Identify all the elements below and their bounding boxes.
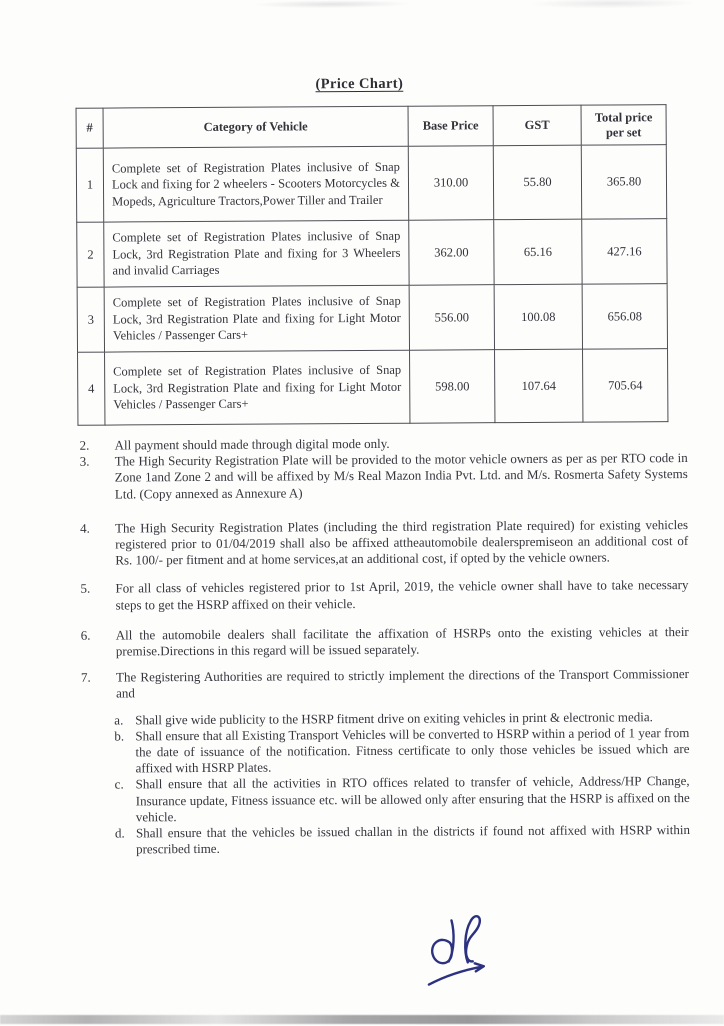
row-total: 427.16 <box>582 219 667 285</box>
header-gst: GST <box>493 105 581 146</box>
row-category: Complete set of Registration Plates inclusive of Snap Lock, 3rd Registration Plate and fixing for Light Motor Vehicles / Passenger Cars+ <box>104 285 409 352</box>
table-row <box>77 219 667 288</box>
page-title-text: (Price Chart) <box>315 75 404 93</box>
list-item-text: For all class of vehicles registered prior to 1st April, 2019, the vehicle owner shall have to take necessary steps to get the HSRP affixed on their vehicle. <box>115 577 689 613</box>
sublist-item <box>114 725 689 777</box>
row-gst: 65.16 <box>494 219 582 285</box>
row-category: Complete set of Registration Plates inclusive of Snap Lock, 3rd Registration Plate and fixing for 3 Wheelers and invalid Carriages <box>104 220 409 287</box>
list-item-number: 7. <box>80 669 91 685</box>
list-item-number: 6. <box>80 627 91 643</box>
row-number: 4 <box>78 352 105 425</box>
sublist-item-letter: c. <box>114 776 124 792</box>
scanner-edge-shadow <box>0 1015 724 1024</box>
list-item-text: All the automobile dealers shall facilitate the affixation of HSRPs onto the existing vehicles at their premise.Directions in this regard will be issued separately. <box>115 623 689 659</box>
header-index: # <box>76 108 103 148</box>
row-base-price: 362.00 <box>409 220 494 286</box>
table-row <box>78 349 668 426</box>
sublist-item <box>115 773 690 825</box>
list-item-number: 2. <box>79 437 90 453</box>
header-total-price: Total price per set <box>581 105 666 146</box>
row-gst: 107.64 <box>495 349 583 423</box>
row-total: 705.64 <box>583 349 668 423</box>
row-gst: 100.08 <box>494 284 582 350</box>
signature-icon <box>421 902 500 994</box>
sublist-item-letter: b. <box>114 728 125 744</box>
row-category: Complete set of Registration Plates inclusive of Snap Lock, 3rd Registration Plate and fixing for Light Motor Vehicles / Passenger Cars+ <box>105 350 410 425</box>
list-item <box>80 450 688 502</box>
row-number: 2 <box>77 222 104 287</box>
sublist-item-text: Shall ensure that all Existing Transport Vehicles will be converted to HSRP within a period of 1 year from the date of issuance of the notification. Fitness certificate to only those vehicles be issued which are affixed with HSRP Plates. <box>135 724 690 776</box>
scan-smudge <box>527 0 697 9</box>
list-item-text: The High Security Registration Plates (including the third registration Plate required) for existing vehicles registered prior to 01/04/2019 shall also be affixed attheautomobile dealerspremiseon an additional cost of Rs. 100/- per fitment and at home services,at an additional cost, if opted by the vehicle owners. <box>115 516 689 568</box>
row-base-price: 598.00 <box>410 350 495 424</box>
table-row <box>77 284 667 353</box>
header-category: Category of Vehicle <box>103 106 408 148</box>
list-item <box>80 517 688 569</box>
list-item-text: The Registering Authorities are required to strictly implement the directions of the Transport Commissioner and <box>115 666 690 701</box>
row-number: 1 <box>76 148 103 222</box>
sublist-item-text: Shall ensure that all the activities in RTO offices related to transfer of vehicle, Address/HP Change, Insurance update, Fitness issuance etc. will be allowed only after ensuring that the HSRP is affixed on the vehicle. <box>135 773 690 825</box>
table-row <box>76 145 666 223</box>
numbered-list <box>80 434 691 858</box>
page-title <box>0 74 721 95</box>
list-item-text: The High Security Registration Plate will be provided to the motor vehicle owners as per as per RTO code in Zone 1and Zone 2 and will be affixed by M/s Real Mazon India Pvt. Ltd. and M/s. Rosmerta Safety Systems Ltd. (Copy annexed as Annexure A) <box>114 450 688 502</box>
header-base-price: Base Price <box>408 106 493 147</box>
price-chart-table <box>76 104 669 426</box>
list-item-number: 3. <box>79 453 90 469</box>
row-category: Complete set of Registration Plates inclusive of Snap Lock and fixing for 2 wheelers - Scooters Motorcycles & Mopeds, Agriculture Tractors,Power Tiller and Trailer <box>103 146 408 222</box>
list-item-number: 5. <box>80 581 91 597</box>
row-number: 3 <box>77 287 104 352</box>
list-item-text: All payment should made through digital mode only. <box>114 435 390 453</box>
sublist-item-text: Shall ensure that the vehicles be issued challan in the districts if found not affixed with HSRP within prescribed time. <box>135 822 690 857</box>
list-item <box>80 577 688 613</box>
list-item <box>81 666 689 702</box>
lettered-sublist <box>114 709 690 858</box>
sublist-item-letter: a. <box>114 712 124 728</box>
row-total: 365.80 <box>581 145 666 220</box>
sublist-item-text: Shall give wide publicity to the HSRP fitment drive on exiting vehicles in print & electronic media. <box>135 708 653 728</box>
sublist-item <box>115 822 690 858</box>
list-item <box>81 624 689 660</box>
sublist-item-letter: d. <box>114 825 125 841</box>
row-base-price: 310.00 <box>408 146 493 221</box>
list-item-number: 4. <box>80 520 90 536</box>
table-header-row <box>76 105 666 149</box>
row-base-price: 556.00 <box>409 285 494 351</box>
scan-smudge <box>252 0 412 9</box>
row-gst: 55.80 <box>493 145 581 220</box>
row-total: 656.08 <box>582 284 667 350</box>
